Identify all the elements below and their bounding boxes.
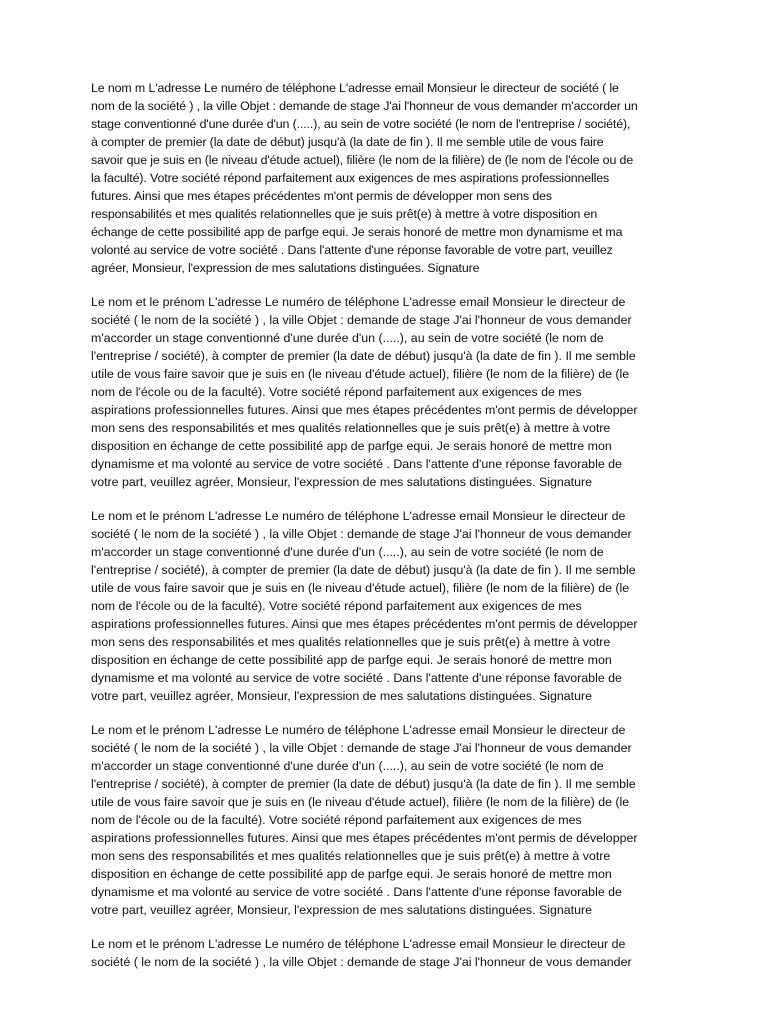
text-line: disposition en échange de cette possibilité app de parfge equi. Je serais honoré de mettre mon bbox=[91, 867, 612, 881]
letter-paragraph-3 bbox=[91, 507, 679, 705]
text-line: dynamisme et ma volonté au service de votre société . Dans l'attente d'une réponse favorable de bbox=[91, 885, 622, 899]
text-line: nom de l'école ou de la faculté). Votre société répond parfaitement aux exigences de mes bbox=[91, 599, 582, 613]
text-line: volonté au service de votre société . Dans l'attente d'une réponse favorable de votre part, veuillez bbox=[91, 243, 613, 257]
letter-paragraph-4 bbox=[91, 721, 679, 919]
text-line: Le nom et le prénom L'adresse Le numéro de téléphone L'adresse email Monsieur le directeur de bbox=[91, 937, 626, 951]
text-line: Le nom et le prénom L'adresse Le numéro de téléphone L'adresse email Monsieur le directeur de bbox=[91, 295, 626, 309]
text-line: disposition en échange de cette possibilité app de parfge equi. Je serais honoré de mettre mon bbox=[91, 439, 612, 453]
text-line: Le nom m L'adresse Le numéro de téléphone L'adresse email Monsieur le directeur de société ( le bbox=[91, 81, 619, 95]
text-line: société ( le nom de la société ) , la ville Objet : demande de stage J'ai l'honneur de vous demander bbox=[91, 313, 632, 327]
text-line: utile de vous faire savoir que je suis en (le niveau d'étude actuel), filière (le nom de la filière) de (le bbox=[91, 367, 630, 381]
text-line: la faculté). Votre société répond parfaitement aux exigences de mes aspirations professionnelles bbox=[91, 171, 610, 185]
text-line: savoir que je suis en (le niveau d'étude actuel), filière (le nom de la filière) de (le nom de l'école ou de bbox=[91, 153, 634, 167]
text-line: à compter de premier (la date de début) jusqu'à (la date de fin ). Il me semble utile de vous faire bbox=[91, 135, 604, 149]
text-line: nom de la société ) , la ville Objet : demande de stage J'ai l'honneur de vous demander m'accorder un bbox=[91, 99, 638, 113]
text-line: l'entreprise / société), à compter de premier (la date de début) jusqu'à (la date de fin ). Il me semble bbox=[91, 563, 636, 577]
text-line: m'accorder un stage conventionné d'une durée d'un (.....), au sein de votre société (le nom de bbox=[91, 331, 604, 345]
text-line: société ( le nom de la société ) , la ville Objet : demande de stage J'ai l'honneur de vous demander bbox=[91, 741, 632, 755]
text-line: Le nom et le prénom L'adresse Le numéro de téléphone L'adresse email Monsieur le directeur de bbox=[91, 723, 626, 737]
text-line: disposition en échange de cette possibilité app de parfge equi. Je serais honoré de mettre mon bbox=[91, 653, 612, 667]
text-line: futures. Ainsi que mes étapes précédentes m'ont permis de développer mon sens des bbox=[91, 189, 553, 203]
text-line: l'entreprise / société), à compter de premier (la date de début) jusqu'à (la date de fin ). Il me semble bbox=[91, 349, 636, 363]
text-line: aspirations professionnelles futures. Ainsi que mes étapes précédentes m'ont permis de développer bbox=[91, 617, 638, 631]
text-line: aspirations professionnelles futures. Ainsi que mes étapes précédentes m'ont permis de développer bbox=[91, 831, 638, 845]
text-line: mon sens des responsabilités et mes qualités relationnelles que je suis prêt(e) à mettre à votre bbox=[91, 849, 611, 863]
letter-paragraph-1 bbox=[91, 79, 679, 277]
letter-paragraph-2 bbox=[91, 293, 679, 491]
text-line: stage conventionné d'une durée d'un (.....), au sein de votre société (le nom de l'entreprise / société), bbox=[91, 117, 631, 131]
text-line: mon sens des responsabilités et mes qualités relationnelles que je suis prêt(e) à mettre à votre bbox=[91, 635, 611, 649]
text-line: responsabilités et mes qualités relationnelles que je suis prêt(e) à mettre à votre disposition en bbox=[91, 207, 598, 221]
text-line: utile de vous faire savoir que je suis en (le niveau d'étude actuel), filière (le nom de la filière) de (le bbox=[91, 795, 630, 809]
text-line: nom de l'école ou de la faculté). Votre société répond parfaitement aux exigences de mes bbox=[91, 813, 582, 827]
document-body bbox=[91, 79, 679, 987]
text-line: utile de vous faire savoir que je suis en (le niveau d'étude actuel), filière (le nom de la filière) de (le bbox=[91, 581, 630, 595]
text-line: mon sens des responsabilités et mes qualités relationnelles que je suis prêt(e) à mettre à votre bbox=[91, 421, 611, 435]
text-line: m'accorder un stage conventionné d'une durée d'un (.....), au sein de votre société (le nom de bbox=[91, 545, 604, 559]
text-line: société ( le nom de la société ) , la ville Objet : demande de stage J'ai l'honneur de vous demander bbox=[91, 527, 632, 541]
text-line: agréer, Monsieur, l'expression de mes salutations distinguées. Signature bbox=[91, 261, 480, 275]
text-line: Le nom et le prénom L'adresse Le numéro de téléphone L'adresse email Monsieur le directeur de bbox=[91, 509, 626, 523]
text-line: société ( le nom de la société ) , la ville Objet : demande de stage J'ai l'honneur de vous demander bbox=[91, 955, 632, 969]
text-line: votre part, veuillez agréer, Monsieur, l'expression de mes salutations distinguées. Signature bbox=[91, 689, 593, 703]
text-line: m'accorder un stage conventionné d'une durée d'un (.....), au sein de votre société (le nom de bbox=[91, 759, 604, 773]
letter-paragraph-5 bbox=[91, 935, 679, 971]
text-line: aspirations professionnelles futures. Ainsi que mes étapes précédentes m'ont permis de développer bbox=[91, 403, 638, 417]
text-line: dynamisme et ma volonté au service de votre société . Dans l'attente d'une réponse favorable de bbox=[91, 671, 622, 685]
text-line: votre part, veuillez agréer, Monsieur, l'expression de mes salutations distinguées. Signature bbox=[91, 903, 593, 917]
text-line: l'entreprise / société), à compter de premier (la date de début) jusqu'à (la date de fin ). Il me semble bbox=[91, 777, 636, 791]
text-line: échange de cette possibilité app de parfge equi. Je serais honoré de mettre mon dynamisme et ma bbox=[91, 225, 623, 239]
text-line: nom de l'école ou de la faculté). Votre société répond parfaitement aux exigences de mes bbox=[91, 385, 582, 399]
text-line: dynamisme et ma volonté au service de votre société . Dans l'attente d'une réponse favorable de bbox=[91, 457, 622, 471]
text-line: votre part, veuillez agréer, Monsieur, l'expression de mes salutations distinguées. Signature bbox=[91, 475, 593, 489]
